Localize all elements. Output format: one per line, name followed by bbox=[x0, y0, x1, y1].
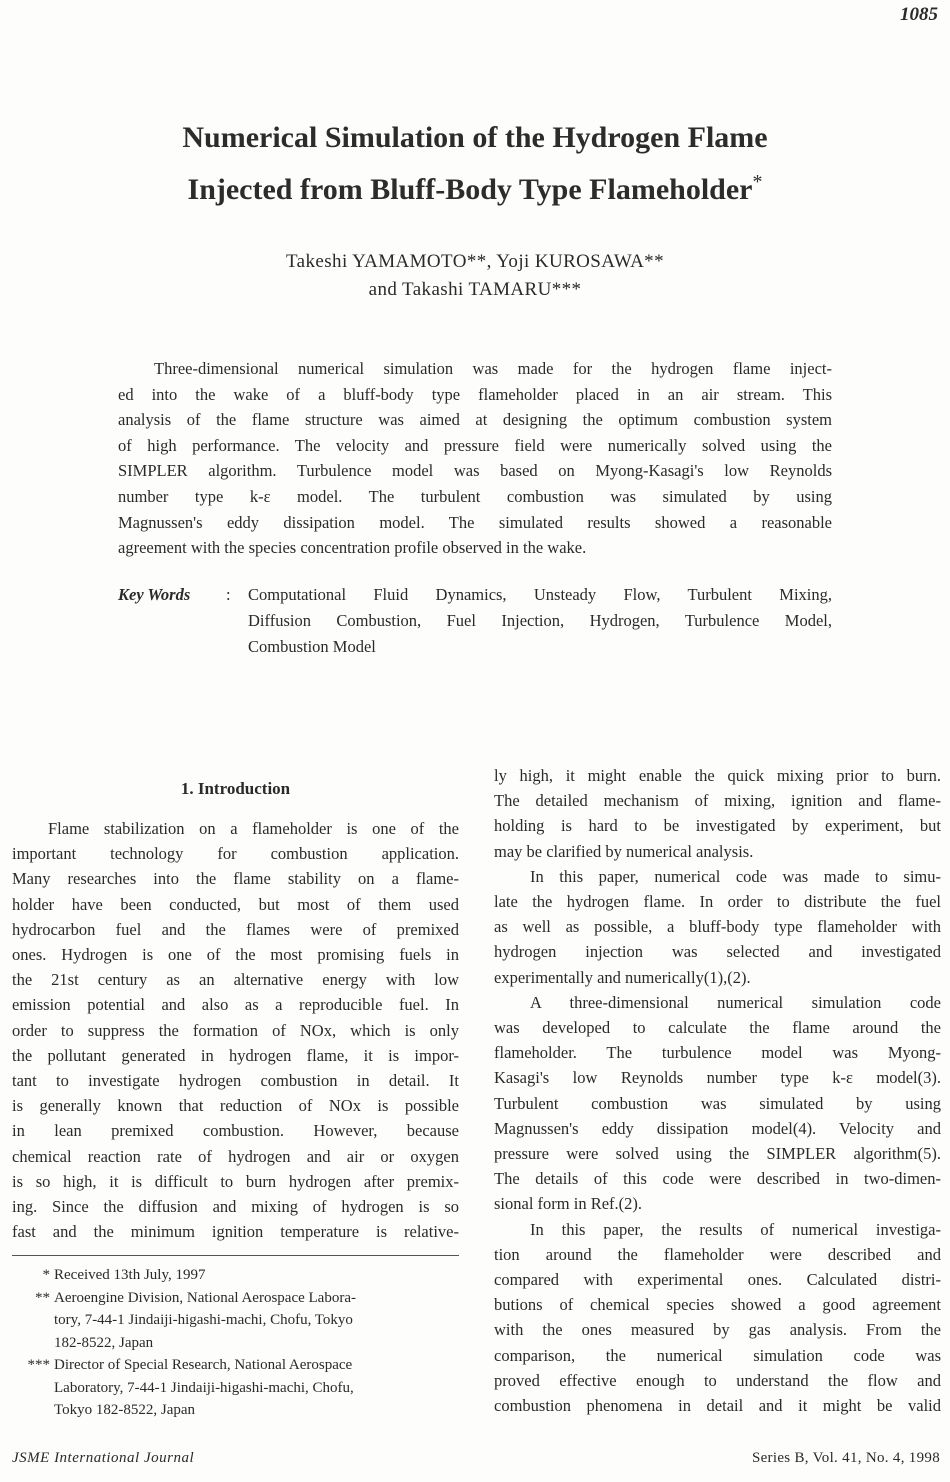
body-line: as well as possible, a bluff-body type flameholder with bbox=[494, 917, 941, 937]
body-line: comparison, the numerical simulation code was bbox=[494, 1345, 941, 1365]
abstract-line: analysis of the flame structure was aimed at designing the optimum combustion system bbox=[118, 410, 832, 430]
abstract-line: of high performance. The velocity and pressure field were numerically solved using the bbox=[118, 435, 832, 455]
footnote bbox=[12, 1354, 460, 1422]
footnote-mark: ** bbox=[35, 1289, 50, 1306]
author-line: and Takashi TAMARU*** bbox=[368, 279, 582, 300]
body-line: with the ones measured by gas analysis. From the bbox=[494, 1320, 941, 1340]
body-line: tant to investigate hydrogen combustion in detail. It bbox=[12, 1071, 459, 1091]
body-line: Kasagi's low Reynolds number type k-ε model(3). bbox=[494, 1068, 941, 1088]
body-line: experimentally and numerically(1),(2). bbox=[494, 967, 751, 987]
body-line: compared with experimental ones. Calculated distri- bbox=[494, 1270, 941, 1290]
body-line: order to suppress the formation of NOx, which is only bbox=[12, 1020, 459, 1040]
footnote-line: 182-8522, Japan bbox=[54, 1334, 154, 1351]
right-column bbox=[494, 763, 941, 1418]
keywords-colon: : bbox=[226, 585, 231, 604]
paper-title bbox=[0, 116, 950, 212]
body-line: the pollutant generated in hydrogen flame, it is impor- bbox=[12, 1045, 459, 1065]
body-line: emission potential and also as a reproducible fuel. In bbox=[12, 995, 459, 1015]
body-line: Flame stabilization on a flameholder is one of the bbox=[48, 819, 459, 838]
keywords-line: Diffusion Combustion, Fuel Injection, Hydrogen, Turbulence Model, bbox=[248, 611, 832, 630]
section-heading: 1. Introduction bbox=[180, 779, 291, 798]
body-line: proved effective enough to understand the flow and bbox=[494, 1370, 941, 1390]
keywords-list bbox=[248, 582, 832, 660]
footnote-rule bbox=[12, 1255, 459, 1256]
footnote bbox=[12, 1264, 460, 1287]
title-line: Injected from Bluff-Body Type Flameholder* bbox=[187, 171, 763, 206]
keywords-label: Key Words bbox=[118, 585, 191, 604]
abstract-line: SIMPLER algorithm. Turbulence model was based on Myong-Kasagi's low Reynolds bbox=[118, 461, 832, 481]
keywords-line: Combustion Model bbox=[248, 637, 376, 656]
title-line: Numerical Simulation of the Hydrogen Flame bbox=[182, 121, 768, 154]
footnote bbox=[12, 1287, 460, 1355]
body-line: combustion phenomena in detail and it might be valid bbox=[494, 1396, 941, 1416]
author-line: Takeshi YAMAMOTO**, Yoji KUROSAWA** bbox=[286, 251, 664, 272]
abstract-line: ed into the wake of a bluff-body type flameholder placed in an air stream. This bbox=[118, 384, 832, 404]
keywords-line: Computational Fluid Dynamics, Unsteady Flow, Turbulent Mixing, bbox=[248, 585, 832, 604]
body-line: late the hydrogen flame. In order to distribute the fuel bbox=[494, 892, 941, 912]
page-number: 1085 bbox=[900, 4, 938, 25]
body-line: Magnussen's eddy dissipation model(4). Velocity and bbox=[494, 1118, 941, 1138]
body-line: In this paper, numerical code was made to simu- bbox=[530, 866, 941, 886]
body-line: may be clarified by numerical analysis. bbox=[494, 841, 754, 861]
abstract-line: Magnussen's eddy dissipation model. The simulated results showed a reasonable bbox=[118, 512, 832, 532]
body-line: In this paper, the results of numerical investiga- bbox=[530, 1219, 941, 1239]
abstract-line: number type k-ε model. The turbulent combustion was simulated by using bbox=[118, 486, 832, 506]
body-line: was developed to calculate the flame around the bbox=[494, 1018, 941, 1038]
footnote-line: Laboratory, 7-44-1 Jindaiji-higashi-machi, Chofu, bbox=[54, 1379, 354, 1396]
body-line: ly high, it might enable the quick mixing prior to burn. bbox=[494, 766, 941, 785]
body-line: hydrocarbon fuel and the flames were of premixed bbox=[12, 919, 459, 939]
footnotes bbox=[12, 1264, 460, 1422]
footnote-line: tory, 7-44-1 Jindaiji-higashi-machi, Chofu, Tokyo bbox=[54, 1312, 353, 1328]
body-line: holding is hard to be investigated by experiment, but bbox=[494, 816, 941, 836]
authors bbox=[0, 248, 950, 304]
body-line: flameholder. The turbulence model was Myong- bbox=[494, 1043, 941, 1063]
body-line: The details of this code were described in two-dimen- bbox=[494, 1169, 941, 1189]
body-line: fast and the minimum ignition temperature is relative- bbox=[12, 1222, 459, 1242]
series-footer: Series B, Vol. 41, No. 4, 1998 bbox=[751, 1450, 940, 1466]
body-line: holder have been conducted, but most of them used bbox=[12, 894, 459, 914]
body-line: hydrogen injection was selected and investigated bbox=[494, 942, 941, 962]
abstract-line: Three-dimensional numerical simulation was made for the hydrogen flame inject- bbox=[154, 359, 832, 378]
left-column bbox=[12, 816, 459, 1244]
abstract bbox=[118, 356, 832, 561]
abstract-line: agreement with the species concentration profile observed in the wake. bbox=[118, 538, 587, 558]
body-line: The detailed mechanism of mixing, ignition and flame- bbox=[494, 791, 941, 811]
footnote-line: Received 13th July, 1997 bbox=[54, 1267, 206, 1283]
body-line: in lean premixed combustion. However, because bbox=[12, 1121, 459, 1141]
title-footnote-mark: * bbox=[752, 171, 763, 193]
footnote-line: Director of Special Research, National Aerospace bbox=[54, 1357, 353, 1373]
body-line: sional form in Ref.(2). bbox=[494, 1194, 643, 1214]
footnote-line: Tokyo 182-8522, Japan bbox=[54, 1402, 196, 1418]
body-line: Many researches into the flame stability on a flame- bbox=[12, 869, 459, 889]
body-line: tion around the flameholder were described and bbox=[494, 1244, 941, 1264]
footnote-mark: *** bbox=[27, 1357, 50, 1373]
footnote-mark: * bbox=[42, 1267, 50, 1283]
body-line: Turbulent combustion was simulated by using bbox=[494, 1093, 941, 1113]
body-line: ing. Since the diffusion and mixing of hydrogen is so bbox=[12, 1197, 459, 1217]
body-line: ones. Hydrogen is one of the most promising fuels in bbox=[12, 945, 459, 965]
body-line: the 21st century as an alternative energy with low bbox=[12, 970, 459, 990]
body-line: A three-dimensional numerical simulation code bbox=[530, 992, 941, 1012]
body-line: chemical reaction rate of hydrogen and air or oxygen bbox=[12, 1146, 459, 1166]
body-line: butions of chemical species showed a good agreement bbox=[494, 1295, 941, 1315]
body-line: pressure were solved using the SIMPLER algorithm(5). bbox=[494, 1144, 941, 1164]
journal-footer: JSME International Journal bbox=[12, 1450, 195, 1466]
body-line: is so high, it is difficult to burn hydrogen after premix- bbox=[12, 1171, 459, 1191]
body-line: is generally known that reduction of NOx is possible bbox=[12, 1096, 459, 1116]
body-line: important technology for combustion application. bbox=[12, 844, 459, 864]
footnote-line: Aeroengine Division, National Aerospace Labora- bbox=[54, 1289, 356, 1306]
